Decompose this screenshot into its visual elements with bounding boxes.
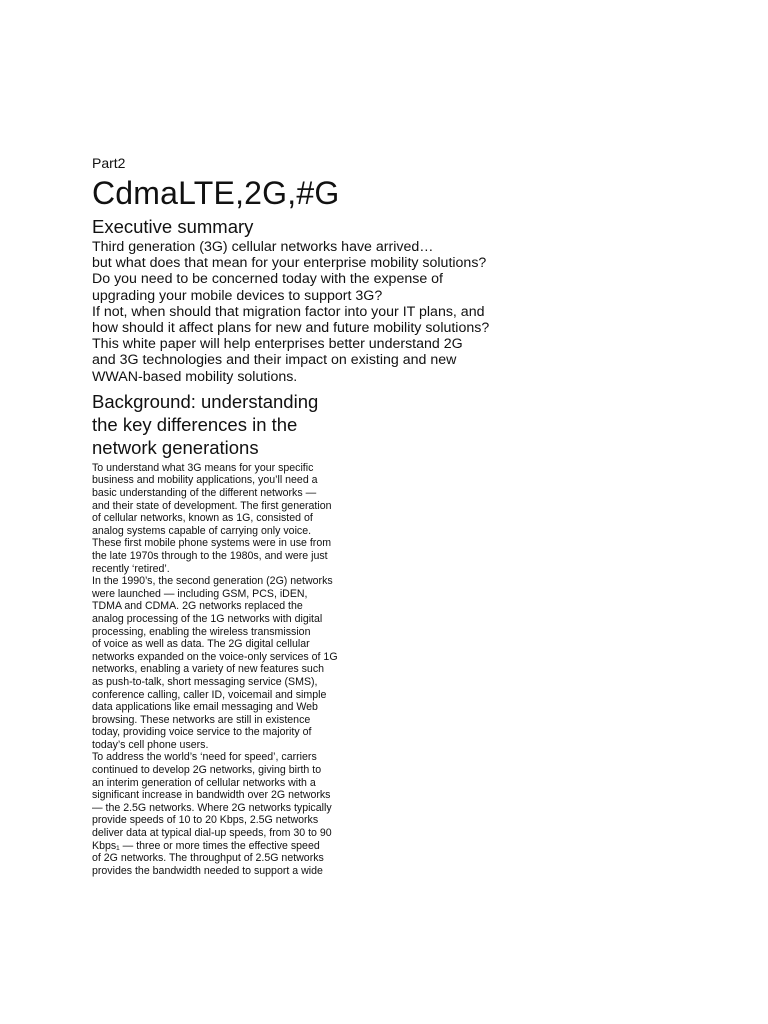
body-line: of 2G networks. The throughput of 2.5G networks (92, 852, 324, 865)
summary-line: WWAN-based mobility solutions. (92, 368, 298, 385)
body-line: Kbps₁ — three or more times the effective speed (92, 839, 320, 852)
summary-line: This white paper will help enterprises better understand 2G (92, 336, 463, 353)
body-line: analog processing of the 1G networks with digital (92, 612, 323, 625)
body-line: To address the world’s ‘need for speed’, carriers (92, 751, 317, 764)
background-body (92, 462, 382, 878)
background-heading (92, 390, 372, 459)
body-line: provides the bandwidth needed to support a wide (92, 864, 323, 877)
body-line: These first mobile phone systems were in use from (92, 537, 332, 550)
summary-line: but what does that mean for your enterprise mobility solutions? (92, 255, 487, 272)
executive-summary-heading: Executive summary (92, 216, 254, 237)
body-line: processing, enabling the wireless transmission (92, 625, 311, 638)
background-heading-line: network generations (92, 436, 259, 458)
body-line: the late 1970s through to the 1980s, and were just (92, 549, 328, 562)
body-line: provide speeds of 10 to 20 Kbps, 2.5G networks (92, 814, 319, 827)
body-line: networks, enabling a variety of new features such (92, 663, 325, 676)
body-line: and their state of development. The first generation (92, 499, 332, 512)
document-title: CdmaLTE,2G,#G (92, 175, 340, 211)
summary-line: Do you need to be concerned today with the expense of (92, 271, 443, 288)
body-line: of cellular networks, known as 1G, consisted of (92, 512, 313, 525)
body-line: of voice as well as data. The 2G digital cellular (92, 638, 310, 651)
body-line: deliver data at typical dial-up speeds, from 30 to 90 (92, 827, 332, 840)
body-line: In the 1990’s, the second generation (2G) networks (92, 575, 333, 588)
body-line: networks expanded on the voice-only services of 1G (92, 650, 338, 663)
body-line: basic understanding of the different networks — (92, 487, 317, 500)
body-line: recently ‘retired’. (92, 562, 170, 575)
part-label: Part2 (92, 155, 126, 171)
body-line: were launched — including GSM, PCS, iDEN, (92, 587, 308, 600)
summary-line: Third generation (3G) cellular networks have arrived… (92, 239, 434, 255)
body-line: today’s cell phone users. (92, 738, 209, 751)
background-heading-line: the key differences in the (92, 413, 298, 435)
summary-line: upgrading your mobile devices to support 3G? (92, 287, 383, 304)
body-line: analog systems capable of carrying only voice. (92, 524, 312, 537)
executive-summary-body (92, 239, 732, 385)
body-line: an interim generation of cellular networks with a (92, 776, 316, 789)
body-line: To understand what 3G means for your specific (92, 461, 314, 474)
body-line: data applications like email messaging and Web (92, 701, 318, 714)
body-line: business and mobility applications, you’ll need a (92, 474, 318, 487)
document-page (92, 154, 732, 877)
body-line: TDMA and CDMA. 2G networks replaced the (92, 600, 303, 613)
body-line: conference calling, caller ID, voicemail and simple (92, 688, 327, 701)
background-heading-line: Background: understanding (92, 390, 319, 412)
summary-line: If not, when should that migration factor into your IT plans, and (92, 303, 485, 320)
body-line: — the 2.5G networks. Where 2G networks typically (92, 801, 332, 814)
body-line: continued to develop 2G networks, giving birth to (92, 764, 322, 777)
body-line: browsing. These networks are still in existence (92, 713, 311, 726)
body-line: as push-to-talk, short messaging service (SMS), (92, 675, 318, 688)
summary-line: how should it affect plans for new and future mobility solutions? (92, 320, 490, 337)
body-line: today, providing voice service to the majority of (92, 726, 312, 739)
body-line: significant increase in bandwidth over 2G networks (92, 789, 331, 802)
summary-line: and 3G technologies and their impact on existing and new (92, 352, 457, 369)
